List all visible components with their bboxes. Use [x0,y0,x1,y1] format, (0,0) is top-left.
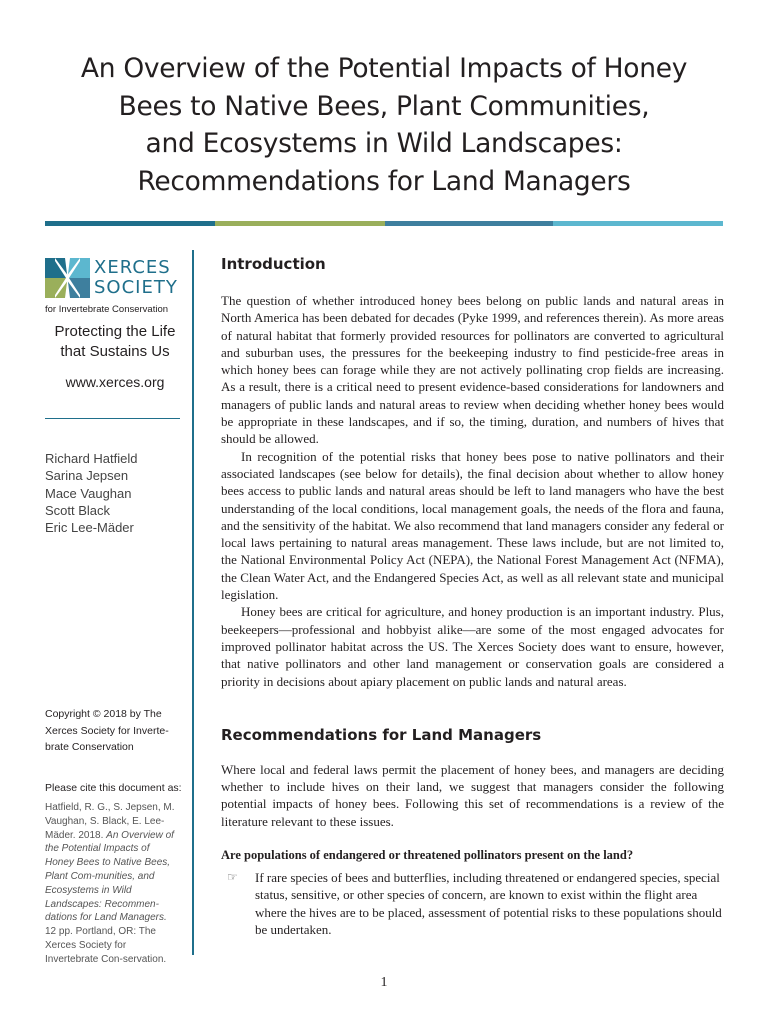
slogan [45,322,185,362]
author-item: Eric Lee-Mäder [45,520,134,536]
question-heading: Are populations of endangered or threatened pollinators present on the land? [221,848,634,863]
intro-paragraph-3: Honey bees are critical for agriculture, and honey production is an important industry. Plus, beekeepers—professional and hobbyist alike—are some of the most engaged advocates for improved pollinator habitat across the US. The Xerces Society does want to ensure, however, that native pollinators and other land management or conservation goals are considered a priority in decisions about apiary placement on public lands and natural areas. [221,604,724,689]
logo-name-society: SOCIETY [94,277,178,298]
citation-authors: Hatfield, R. G., S. Jepsen, M. Vaughan, S. Black, E. Lee-Mäder. 2018. [45,802,175,841]
bullet-text: If rare species of bees and butterflies, including threatened or endangered species, special status, sensitive, or other species of concern, are known to exist within the flight area where the hives are to be placed, assessment of potential risks to these populations should be undertaken. [255,870,722,937]
title-line-1: An Overview of the Potential Impacts of Honey [80,53,688,84]
divider-segment-teal [45,221,215,226]
slogan-line-2: that Sustains Us [60,343,170,360]
author-list [45,450,138,536]
copyright-notice: Copyright © 2018 by The Xerces Society for Inverte-brate Conservation [45,708,169,753]
author-item: Mace Vaughan [45,485,132,501]
introduction-heading: Introduction [221,255,326,273]
title-line-4: Recommendations for Land Managers [137,165,631,197]
main-content [221,250,724,938]
document-title [40,50,728,200]
divider-segment-light-blue [553,221,723,226]
xerces-butterfly-logo-icon [45,258,90,298]
color-divider-bar [45,221,723,226]
sidebar-vertical-rule [192,250,194,955]
divider-segment-green [215,221,385,226]
pointing-hand-bullet-icon: ☞ [227,870,238,885]
website-url[interactable]: www.xerces.org [65,374,165,390]
slogan-line-1: Protecting the Life [54,323,176,340]
recommendations-heading: Recommendations for Land Managers [221,725,542,744]
recommendations-paragraph: Where local and federal laws permit the placement of honey bees, and managers are deciding whether to include hives on their land, we suggest that managers consider the following potential impacts of honey bees. Following this set of recommendations is a review of the literature relevant to these issues. [221,761,724,829]
citation-publisher: 12 pp. Portland, OR: The Xerces Society for Invertebrate Con-servation. [45,926,167,965]
title-line-3: and Ecosystems in Wild Landscapes: [145,128,623,159]
logo-tagline: for Invertebrate Conservation [45,304,169,315]
citation-heading: Please cite this document as: [45,782,182,794]
sidebar-divider [45,418,180,419]
citation-text [45,801,177,967]
author-item: Scott Black [45,502,111,518]
intro-paragraph-1: The question of whether introduced honey bees belong on public lands and natural areas in North America has been debated for decades (Pyke 1999, and references therein). As more areas of natural habitat that formerly provided resources for pollinators are converted to agricultural and suburban uses, the pressures for the beekeeping industry to find pesticide-free areas in which honey bees can forage while they are not actively pollinating crop fields are increasing. As a result, there is a critical need to present evidence-based considerations for landowners and managers of public lands and natural areas to review when deciding whether honey bees would be appropriate in these landscapes, and if so, the timing, duration, and numbers of hives that should be allowed. [221,293,724,447]
xerces-logo [45,258,185,316]
author-item: Richard Hatfield [45,451,138,466]
list-item [221,869,724,938]
author-item: Sarina Jepsen [45,468,129,484]
title-line-2: Bees to Native Bees, Plant Communities, [118,90,650,122]
intro-paragraph-2: In recognition of the potential risks that honey bees pose to native pollinators and their associated landscapes (see below for details), the final decision about whether to allow honey bees access to public lands and natural areas should be left to land managers who have the best understanding of the local conditions, local management goals, the needs of the flora and fauna, and the sensitivity of the habitat. We also recommend that land managers consider any federal or local laws pertaining to natural areas management. These laws include, but are not limited to, the National Environmental Policy Act (NEPA), the National Forest Management Act (NFMA), the Clean Water Act, and the Endangered Species Act, as well as all relevant state and municipal legislation. [221,448,724,603]
divider-segment-blue [385,221,553,226]
page-number: 1 [380,975,388,990]
logo-name-xerces: XERCES [94,257,171,278]
citation-title: An Overview of the Potential Impacts of Honey Bees to Native Bees, Plant Com-munities, and Ecosystems in Wild Landscapes: Recommen-dations for Land Managers. [45,829,174,924]
